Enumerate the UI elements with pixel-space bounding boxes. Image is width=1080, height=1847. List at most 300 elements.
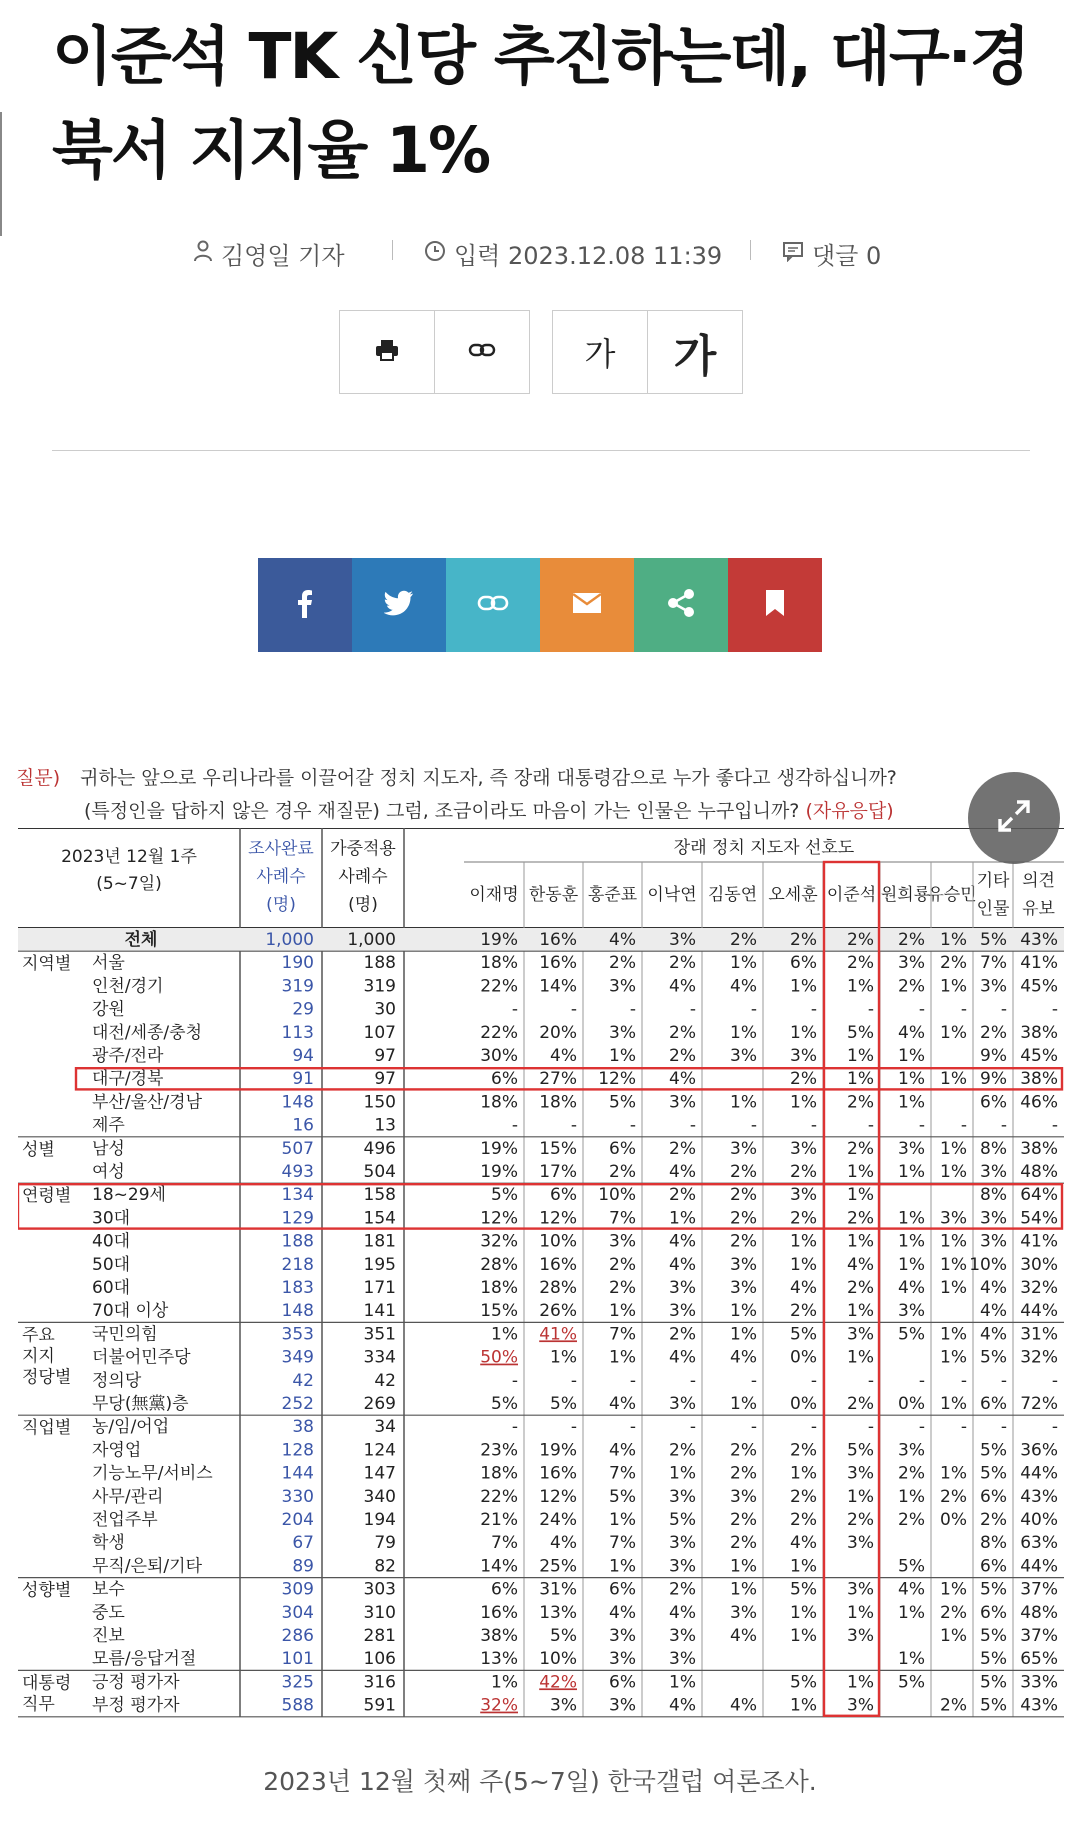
percent-cell: 31% <box>1020 1324 1058 1345</box>
share-button[interactable] <box>634 558 728 652</box>
completed-count: 94 <box>292 1046 314 1066</box>
percent-cell: 2% <box>940 1486 967 1507</box>
percent-cell: 7% <box>980 953 1007 974</box>
percent-cell: 5% <box>898 1556 925 1577</box>
percent-cell: 4% <box>980 1324 1007 1345</box>
percent-cell: 1% <box>609 1046 636 1066</box>
percent-cell: 2% <box>980 1022 1007 1043</box>
percent-cell: 1% <box>847 976 874 997</box>
percent-cell: 3% <box>790 1185 817 1206</box>
percent-cell: 3% <box>730 1278 757 1298</box>
completed-count: 353 <box>281 1324 314 1345</box>
percent-cell: 19% <box>480 1162 518 1182</box>
weighted-count: 195 <box>363 1254 396 1275</box>
completed-count: 493 <box>281 1162 314 1182</box>
completed-count: 42 <box>292 1370 314 1391</box>
percent-cell: 1% <box>609 1347 636 1368</box>
percent-cell: 1% <box>940 1231 967 1252</box>
candidate-header: 원희룡 <box>880 885 931 905</box>
percent-cell: 8% <box>980 1533 1007 1554</box>
percent-cell: 13% <box>480 1649 518 1670</box>
print-button[interactable] <box>340 311 435 393</box>
weighted-count: 42 <box>374 1370 396 1391</box>
percent-cell: 5% <box>980 1463 1007 1484</box>
candidate-header: 인물 <box>976 899 1010 919</box>
percent-cell: 2% <box>898 930 925 950</box>
percent-cell: 1% <box>790 1602 817 1623</box>
percent-cell: 2% <box>940 953 967 974</box>
percent-cell: 54% <box>1020 1208 1058 1229</box>
percent-cell: - <box>750 1115 757 1136</box>
row-label: 보수 <box>92 1579 125 1600</box>
percent-cell: 2% <box>730 1533 757 1554</box>
percent-cell: 3% <box>550 1695 577 1716</box>
completed-header: 사례수 <box>256 867 306 887</box>
weighted-count: 34 <box>374 1417 396 1438</box>
percent-cell: 1% <box>730 1394 757 1414</box>
percent-cell: 28% <box>480 1254 518 1275</box>
percent-cell: 4% <box>790 1533 817 1554</box>
share-bar <box>258 558 822 652</box>
percent-cell: 1% <box>730 1324 757 1345</box>
weighted-count: 310 <box>363 1602 396 1623</box>
percent-cell: 4% <box>730 1626 757 1646</box>
completed-count: 148 <box>281 1301 314 1322</box>
percent-cell: 15% <box>480 1301 518 1322</box>
percent-cell: - <box>960 1370 967 1391</box>
weighted-count: 281 <box>363 1626 396 1646</box>
percent-cell: 3% <box>980 1208 1007 1229</box>
percent-cell: 41% <box>1020 1231 1058 1252</box>
weighted-count: 591 <box>363 1695 396 1716</box>
percent-cell: 10% <box>539 1231 577 1252</box>
row-label: 인천/경기 <box>92 976 164 997</box>
completed-count: 218 <box>281 1254 314 1275</box>
percent-cell: 6% <box>609 1579 636 1600</box>
percent-cell: 1% <box>609 1556 636 1577</box>
percent-cell: 5% <box>980 930 1007 950</box>
comments-info[interactable] <box>782 236 881 271</box>
percent-cell: - <box>1051 999 1058 1020</box>
percent-cell: 1% <box>940 976 967 997</box>
percent-cell: 32% <box>1020 1278 1058 1298</box>
percent-cell: 1% <box>491 1672 518 1693</box>
group-label: 정당별 <box>22 1367 72 1388</box>
percent-cell: 4% <box>669 1254 696 1275</box>
percent-cell: 12% <box>539 1208 577 1229</box>
completed-count: 309 <box>281 1579 314 1600</box>
percent-cell: 8% <box>980 1185 1007 1206</box>
percent-cell: 7% <box>609 1533 636 1554</box>
percent-cell: 1% <box>898 1208 925 1229</box>
percent-cell: 3% <box>898 1138 925 1159</box>
percent-cell: 65% <box>1020 1649 1058 1670</box>
row-label: 50대 <box>92 1254 131 1275</box>
percent-cell: - <box>511 1417 518 1438</box>
percent-cell: - <box>1000 1370 1007 1391</box>
percent-cell: 3% <box>669 1278 696 1298</box>
percent-cell: 1% <box>898 1602 925 1623</box>
percent-cell: 1% <box>730 1556 757 1577</box>
row-label: 국민의힘 <box>92 1324 158 1345</box>
percent-cell: 2% <box>790 1301 817 1322</box>
percent-cell: 43% <box>1020 1486 1058 1507</box>
percent-cell: 1% <box>669 1672 696 1693</box>
candidate-header: 기타 <box>976 871 1010 891</box>
percent-cell: - <box>689 999 696 1020</box>
percent-cell: 2% <box>730 930 757 950</box>
row-label: 부산/울산/경남 <box>92 1092 202 1113</box>
percent-cell: 2% <box>730 1510 757 1530</box>
percent-cell: 38% <box>1020 1069 1058 1090</box>
row-label: 모름/응답거절 <box>92 1649 197 1670</box>
percent-cell: 2% <box>847 930 874 950</box>
percent-cell: - <box>570 999 577 1020</box>
percent-cell: - <box>689 1417 696 1438</box>
percent-cell: 37% <box>1020 1579 1058 1600</box>
percent-cell: 1% <box>730 1092 757 1113</box>
percent-cell: 2% <box>669 1022 696 1043</box>
percent-cell: 3% <box>898 1301 925 1322</box>
weighted-count: 97 <box>374 1046 396 1066</box>
percent-cell: 2% <box>790 1162 817 1182</box>
percent-cell: 1% <box>940 1463 967 1484</box>
candidate-header: 이낙연 <box>647 885 697 905</box>
percent-cell: 6% <box>609 1138 636 1159</box>
percent-cell: 26% <box>539 1301 577 1322</box>
percent-cell: 1% <box>940 1324 967 1345</box>
percent-cell: 2% <box>790 1510 817 1530</box>
question-text: 귀하는 앞으로 우리나라를 이끌어갈 정치 지도자, 즉 장래 대통령감으로 누가 좋다고 생각하십니까? <box>80 767 897 789</box>
percent-cell: 44% <box>1020 1463 1058 1484</box>
font-large-button[interactable]: 가 <box>673 331 717 382</box>
percent-cell: 3% <box>669 1626 696 1646</box>
percent-cell: - <box>1051 1115 1058 1136</box>
percent-cell: 2% <box>730 1231 757 1252</box>
question-note: (자유응답) <box>805 800 894 822</box>
percent-cell: 3% <box>898 1440 925 1461</box>
weighted-count: 171 <box>363 1278 396 1298</box>
percent-cell: 1% <box>730 953 757 974</box>
percent-cell: - <box>918 1370 925 1391</box>
percent-cell: 3% <box>847 1463 874 1484</box>
completed-count: 304 <box>281 1602 314 1623</box>
percent-cell: 1% <box>550 1347 577 1368</box>
percent-cell: 3% <box>847 1626 874 1646</box>
completed-header: (명) <box>266 895 296 915</box>
row-label: 학생 <box>92 1533 125 1554</box>
bookmark-icon <box>764 589 786 621</box>
weighted-count: 181 <box>363 1231 396 1252</box>
candidate-header: 유승민 <box>927 885 977 905</box>
candidate-header: 김동연 <box>707 885 758 905</box>
percent-cell: 2% <box>847 1278 874 1298</box>
percent-cell: - <box>629 1115 636 1136</box>
percent-cell: 1% <box>790 1695 817 1716</box>
percent-cell: 1% <box>847 1672 874 1693</box>
comment-icon <box>782 240 804 268</box>
link-icon <box>468 342 496 362</box>
percent-cell: 4% <box>790 1278 817 1298</box>
percent-cell: 1% <box>847 1347 874 1368</box>
percent-cell: 1% <box>847 1602 874 1623</box>
percent-cell: 1% <box>669 1463 696 1484</box>
percent-cell: 3% <box>669 1486 696 1507</box>
weighted-count: 340 <box>363 1486 396 1507</box>
percent-cell: 5% <box>609 1092 636 1113</box>
percent-cell: 4% <box>980 1301 1007 1322</box>
percent-cell: 1% <box>790 1092 817 1113</box>
percent-cell: 12% <box>598 1069 636 1090</box>
percent-cell: 5% <box>790 1672 817 1693</box>
percent-cell: 22% <box>480 1022 518 1043</box>
email-share-button[interactable] <box>540 558 634 652</box>
percent-cell: 2% <box>669 1185 696 1206</box>
percent-cell: 3% <box>669 930 696 950</box>
percent-cell: - <box>1051 1370 1058 1391</box>
completed-count: 183 <box>281 1278 314 1298</box>
weighted-count: 147 <box>363 1463 396 1484</box>
completed-count: 29 <box>292 999 314 1020</box>
percent-cell: 4% <box>669 976 696 997</box>
group-label: 직업별 <box>22 1418 72 1439</box>
percent-cell: 5% <box>550 1626 577 1646</box>
row-label: 18~29세 <box>92 1185 166 1206</box>
percent-cell: 1% <box>898 1231 925 1252</box>
question-line-1 <box>16 762 936 795</box>
percent-cell: 4% <box>550 1533 577 1554</box>
percent-cell: 32% <box>480 1231 518 1252</box>
percent-cell: 4% <box>669 1231 696 1252</box>
percent-cell: 2% <box>609 1278 636 1298</box>
row-label: 남성 <box>92 1138 125 1159</box>
percent-cell: 3% <box>669 1092 696 1113</box>
percent-cell: 48% <box>1020 1162 1058 1182</box>
percent-cell: 2% <box>730 1463 757 1484</box>
percent-cell: - <box>750 999 757 1020</box>
bookmark-button[interactable] <box>728 558 822 652</box>
percent-cell: - <box>570 1115 577 1136</box>
percent-cell: 21% <box>480 1510 518 1530</box>
percent-cell: 2% <box>940 1695 967 1716</box>
percent-cell: 5% <box>980 1672 1007 1693</box>
percent-cell: - <box>918 1417 925 1438</box>
percent-cell: 44% <box>1020 1556 1058 1577</box>
font-small-button[interactable]: 가 <box>553 311 648 393</box>
percent-cell: 3% <box>790 1138 817 1159</box>
percent-cell: 32% <box>480 1695 518 1716</box>
group-label: 지지 <box>22 1346 55 1367</box>
percent-cell: 4% <box>669 1347 696 1368</box>
percent-cell: 1% <box>898 1069 925 1090</box>
weighted-header: 사례수 <box>338 867 388 887</box>
percent-cell: 6% <box>980 1486 1007 1507</box>
percent-cell: - <box>689 1370 696 1391</box>
percent-cell: 15% <box>539 1138 577 1159</box>
percent-cell: 1% <box>940 1347 967 1368</box>
percent-cell: 3% <box>980 976 1007 997</box>
percent-cell: 1% <box>730 1022 757 1043</box>
divider-line <box>52 450 1030 451</box>
percent-cell: 1% <box>847 1301 874 1322</box>
percent-cell: 2% <box>730 1162 757 1182</box>
percent-cell: 1% <box>790 976 817 997</box>
percent-cell: 1% <box>940 1254 967 1275</box>
percent-cell: 18% <box>480 1278 518 1298</box>
completed-count: 113 <box>281 1022 314 1043</box>
percent-cell: 19% <box>480 1138 518 1159</box>
percent-cell: 8% <box>980 1138 1007 1159</box>
row-label: 30대 <box>92 1208 131 1229</box>
percent-cell: 2% <box>669 1324 696 1345</box>
expand-image-button[interactable] <box>968 772 1060 864</box>
facebook-share-button[interactable] <box>258 558 352 652</box>
percent-cell: 1% <box>847 1486 874 1507</box>
percent-cell: - <box>570 1370 577 1391</box>
percent-cell: 38% <box>1020 1138 1058 1159</box>
completed-count: 16 <box>292 1115 314 1136</box>
percent-cell: 1% <box>940 930 967 950</box>
percent-cell: 28% <box>539 1278 577 1298</box>
percent-cell: 2% <box>940 1602 967 1623</box>
percent-cell: 3% <box>847 1533 874 1554</box>
percent-cell: - <box>511 1370 518 1391</box>
percent-cell: 41% <box>539 1324 577 1345</box>
percent-cell: 42% <box>539 1672 577 1693</box>
percent-cell: 38% <box>1020 1022 1058 1043</box>
copy-link-button[interactable] <box>435 311 529 393</box>
percent-cell: 1% <box>898 1092 925 1113</box>
percent-cell: 48% <box>1020 1602 1058 1623</box>
percent-cell: 1% <box>790 1022 817 1043</box>
percent-cell: 5% <box>847 1022 874 1043</box>
percent-cell: 4% <box>669 1069 696 1090</box>
percent-cell: - <box>867 1115 874 1136</box>
percent-cell: 1% <box>940 1138 967 1159</box>
percent-cell: 1% <box>898 1649 925 1670</box>
weighted-count: 504 <box>363 1162 396 1182</box>
percent-cell: 0% <box>790 1347 817 1368</box>
percent-cell: 5% <box>847 1440 874 1461</box>
weighted-count: 13 <box>374 1115 396 1136</box>
percent-cell: 2% <box>730 1440 757 1461</box>
percent-cell: 16% <box>539 1463 577 1484</box>
percent-cell: 3% <box>730 1602 757 1623</box>
percent-cell: 18% <box>480 1463 518 1484</box>
percent-cell: 33% <box>1020 1672 1058 1693</box>
row-label: 정의당 <box>92 1370 142 1391</box>
percent-cell: 6% <box>980 1556 1007 1577</box>
percent-cell: 0% <box>790 1394 817 1414</box>
percent-cell: 1% <box>940 1626 967 1646</box>
percent-cell: 5% <box>669 1510 696 1530</box>
completed-count: 134 <box>281 1185 314 1206</box>
percent-cell: - <box>570 1417 577 1438</box>
row-label: 진보 <box>92 1626 125 1646</box>
completed-header: 조사완료 <box>248 839 314 859</box>
percent-cell: 1% <box>609 1301 636 1322</box>
percent-cell: 2% <box>898 1510 925 1530</box>
weighted-count: 351 <box>363 1324 396 1345</box>
percent-cell: 4% <box>980 1278 1007 1298</box>
percent-cell: 4% <box>669 1695 696 1716</box>
percent-cell: 4% <box>609 1394 636 1414</box>
weighted-count: 319 <box>363 976 396 997</box>
group-label: 성별 <box>22 1139 55 1160</box>
twitter-share-button[interactable] <box>352 558 446 652</box>
percent-cell: 3% <box>669 1301 696 1322</box>
percent-cell: 3% <box>669 1556 696 1577</box>
percent-cell: - <box>810 999 817 1020</box>
row-label: 70대 이상 <box>92 1301 169 1322</box>
date-info <box>424 236 722 271</box>
candidate-header: 의견 <box>1022 871 1055 891</box>
percent-cell: 50% <box>480 1347 518 1368</box>
weighted-count: 316 <box>363 1672 396 1693</box>
link-share-button[interactable] <box>446 558 540 652</box>
completed-count: 286 <box>281 1626 314 1646</box>
percent-cell: - <box>750 1370 757 1391</box>
percent-cell: 1% <box>730 1579 757 1600</box>
group-label: 주요 <box>22 1325 55 1346</box>
percent-cell: 37% <box>1020 1626 1058 1646</box>
percent-cell: 3% <box>847 1695 874 1716</box>
clock-icon <box>424 240 446 268</box>
print-icon <box>374 338 400 366</box>
left-edge-bar <box>0 112 2 236</box>
weighted-count: 124 <box>363 1440 396 1461</box>
percent-cell: 41% <box>1020 953 1058 974</box>
percent-cell: 7% <box>609 1208 636 1229</box>
percent-cell: 4% <box>898 1022 925 1043</box>
percent-cell: 5% <box>790 1579 817 1600</box>
percent-cell: 2% <box>898 1463 925 1484</box>
percent-cell: 2% <box>790 1440 817 1461</box>
completed-count: 1,000 <box>265 930 314 950</box>
percent-cell: 6% <box>491 1069 518 1090</box>
percent-cell: - <box>689 1115 696 1136</box>
weighted-count: 141 <box>363 1301 396 1322</box>
row-label: 60대 <box>92 1278 131 1298</box>
percent-cell: 1% <box>898 1486 925 1507</box>
percent-cell: 3% <box>730 1046 757 1066</box>
percent-cell: - <box>1000 1417 1007 1438</box>
percent-cell: 18% <box>539 1092 577 1113</box>
completed-count: 38 <box>292 1417 314 1438</box>
weighted-count: 334 <box>363 1347 396 1368</box>
percent-cell: 5% <box>550 1394 577 1414</box>
percent-cell: 2% <box>790 1486 817 1507</box>
row-label: 전체 <box>124 930 158 950</box>
percent-cell: 16% <box>539 930 577 950</box>
percent-cell: 24% <box>539 1510 577 1530</box>
percent-cell: 3% <box>730 1138 757 1159</box>
percent-cell: 5% <box>980 1579 1007 1600</box>
percent-cell: 2% <box>730 1208 757 1229</box>
percent-cell: 4% <box>898 1579 925 1600</box>
percent-cell: 3% <box>898 953 925 974</box>
percent-cell: 3% <box>730 1486 757 1507</box>
percent-cell: 10% <box>539 1649 577 1670</box>
percent-cell: 0% <box>898 1394 925 1414</box>
completed-count: 188 <box>281 1231 314 1252</box>
completed-count: 507 <box>281 1138 314 1159</box>
percent-cell: 72% <box>1020 1394 1058 1414</box>
percent-cell: - <box>810 1417 817 1438</box>
poll-table <box>18 828 1064 1726</box>
percent-cell: 2% <box>847 1208 874 1229</box>
percent-cell: 14% <box>539 976 577 997</box>
